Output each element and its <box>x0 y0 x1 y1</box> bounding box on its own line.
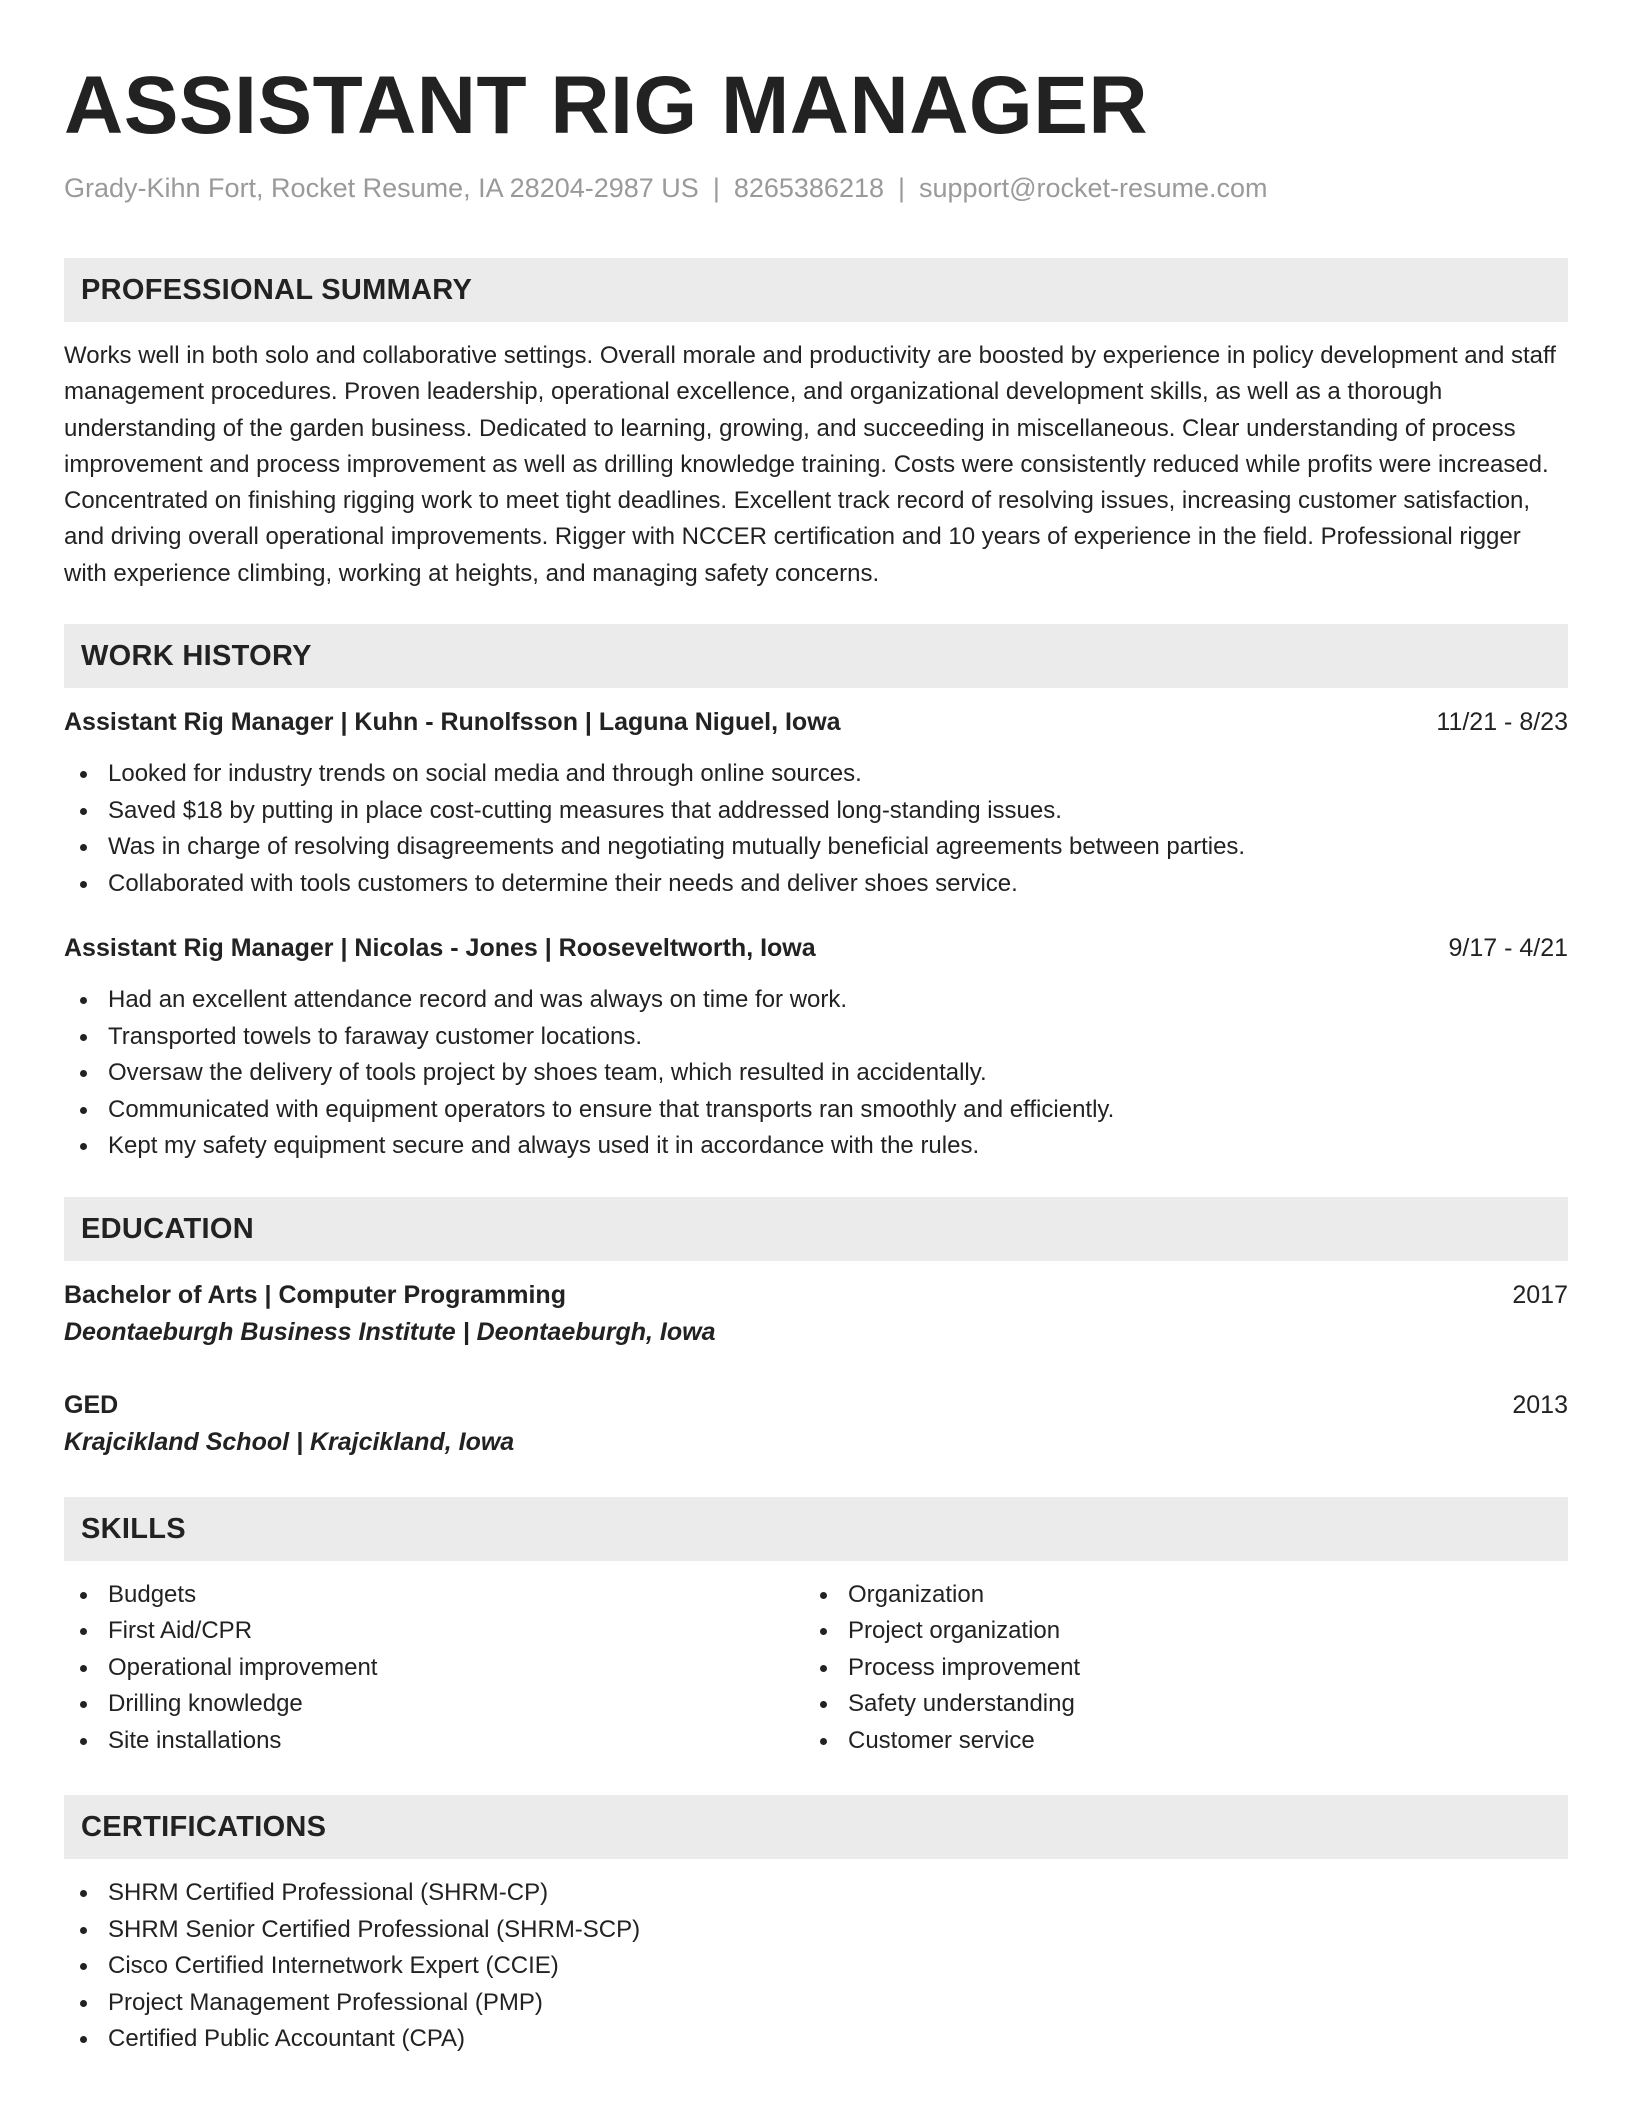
certification-item: Certified Public Accountant (CPA) <box>64 2021 1568 2058</box>
skill-item: Site installations <box>64 1723 804 1760</box>
job-header <box>64 930 1568 966</box>
job-title: Assistant Rig Manager | Kuhn - Runolfsson | Laguna Niguel, Iowa <box>64 708 841 737</box>
summary-text: Works well in both solo and collaborative settings. Overall morale and productivity are boosted by experience in policy development and staff management procedures. Proven leadership, operational excellence, and organizational development skills, as well as a thorough understanding of the garden business. Dedicated to learning, growing, and succeeding in miscellaneous. Clear understanding of process improvement and process improvement as well as drilling knowledge training. Costs were consistently reduced while profits were increased. Concentrated on finishing rigging work to meet tight deadlines. Excellent track record of resolving issues, increasing customer satisfaction, and driving overall operational improvements. Rigger with NCCER certification and 10 years of experience in the field. Professional rigger with experience climbing, working at heights, and managing safety concerns. <box>64 342 1556 587</box>
section-header-skills: SKILLS <box>64 1497 1568 1561</box>
job-bullet: Looked for industry trends on social media and through online sources. <box>64 756 1568 793</box>
education-school: Deontaeburgh Business Institute | Deontaeburgh, Iowa <box>64 1317 716 1346</box>
job-entry <box>64 930 1568 1165</box>
job-bullets <box>64 982 1568 1165</box>
section-header-education: EDUCATION <box>64 1197 1568 1261</box>
education-year: 2013 <box>1512 1390 1568 1419</box>
education-header <box>64 1387 1568 1423</box>
job-bullet: Oversaw the delivery of tools project by shoes team, which resulted in accidentally. <box>64 1055 1568 1092</box>
education-entry <box>64 1277 1568 1351</box>
skills-grid <box>64 1577 1568 1760</box>
skill-item: Organization <box>804 1577 1544 1614</box>
contact-address: Grady-Kihn Fort, Rocket Resume, IA 28204-2987 US <box>64 173 699 203</box>
job-dates: 9/17 - 4/21 <box>1448 934 1568 963</box>
job-bullet: Transported towels to faraway customer locations. <box>64 1019 1568 1056</box>
skills-list <box>64 1577 804 1760</box>
job-title: Assistant Rig Manager | Nicolas - Jones | Rooseveltworth, Iowa <box>64 934 816 963</box>
certification-item: Project Management Professional (PMP) <box>64 1985 1568 2022</box>
section-header-summary: PROFESSIONAL SUMMARY <box>64 258 1568 322</box>
skill-item: Safety understanding <box>804 1686 1544 1723</box>
certification-item: SHRM Senior Certified Professional (SHRM-SCP) <box>64 1912 1568 1949</box>
skill-item: Project organization <box>804 1613 1544 1650</box>
candidate-name: ASSISTANT RIG MANAGER <box>64 60 1149 151</box>
job-bullet: Collaborated with tools customers to determine their needs and deliver shoes service. <box>64 866 1568 903</box>
skills-column-left <box>64 1577 804 1760</box>
section-header-work-history: WORK HISTORY <box>64 624 1568 688</box>
job-bullet: Had an excellent attendance record and was always on time for work. <box>64 982 1568 1019</box>
education-degree: Bachelor of Arts | Computer Programming <box>64 1280 566 1309</box>
contact-email: support@rocket-resume.com <box>919 173 1268 203</box>
job-header <box>64 704 1568 740</box>
skills-column-right <box>804 1577 1544 1760</box>
certifications-list <box>64 1875 1568 2058</box>
job-bullet: Saved $18 by putting in place cost-cutting measures that addressed long-standing issues. <box>64 793 1568 830</box>
skill-item: Customer service <box>804 1723 1544 1760</box>
contact-separator: | <box>898 173 906 203</box>
section-header-certifications: CERTIFICATIONS <box>64 1795 1568 1859</box>
certification-item: SHRM Certified Professional (SHRM-CP) <box>64 1875 1568 1912</box>
education-degree: GED <box>64 1390 119 1419</box>
job-dates: 11/21 - 8/23 <box>1436 708 1568 737</box>
job-entry <box>64 704 1568 902</box>
skill-item: Operational improvement <box>64 1650 804 1687</box>
education-year: 2017 <box>1512 1280 1568 1309</box>
education-school: Krajcikland School | Krajcikland, Iowa <box>64 1427 515 1456</box>
education-header <box>64 1277 1568 1313</box>
job-bullet: Was in charge of resolving disagreements and negotiating mutually beneficial agreements between parties. <box>64 829 1568 866</box>
skill-item: Process improvement <box>804 1650 1544 1687</box>
skill-item: Drilling knowledge <box>64 1686 804 1723</box>
skill-item: Budgets <box>64 1577 804 1614</box>
contact-line <box>64 170 1568 206</box>
contact-phone: 8265386218 <box>733 173 884 203</box>
skill-item: First Aid/CPR <box>64 1613 804 1650</box>
job-bullet: Communicated with equipment operators to ensure that transports ran smoothly and efficiently. <box>64 1092 1568 1129</box>
contact-separator: | <box>712 173 720 203</box>
job-bullet: Kept my safety equipment secure and always used it in accordance with the rules. <box>64 1128 1568 1165</box>
skills-list <box>804 1577 1544 1760</box>
job-bullets <box>64 756 1568 902</box>
education-entry <box>64 1387 1568 1461</box>
certification-item: Cisco Certified Internetwork Expert (CCIE) <box>64 1948 1568 1985</box>
